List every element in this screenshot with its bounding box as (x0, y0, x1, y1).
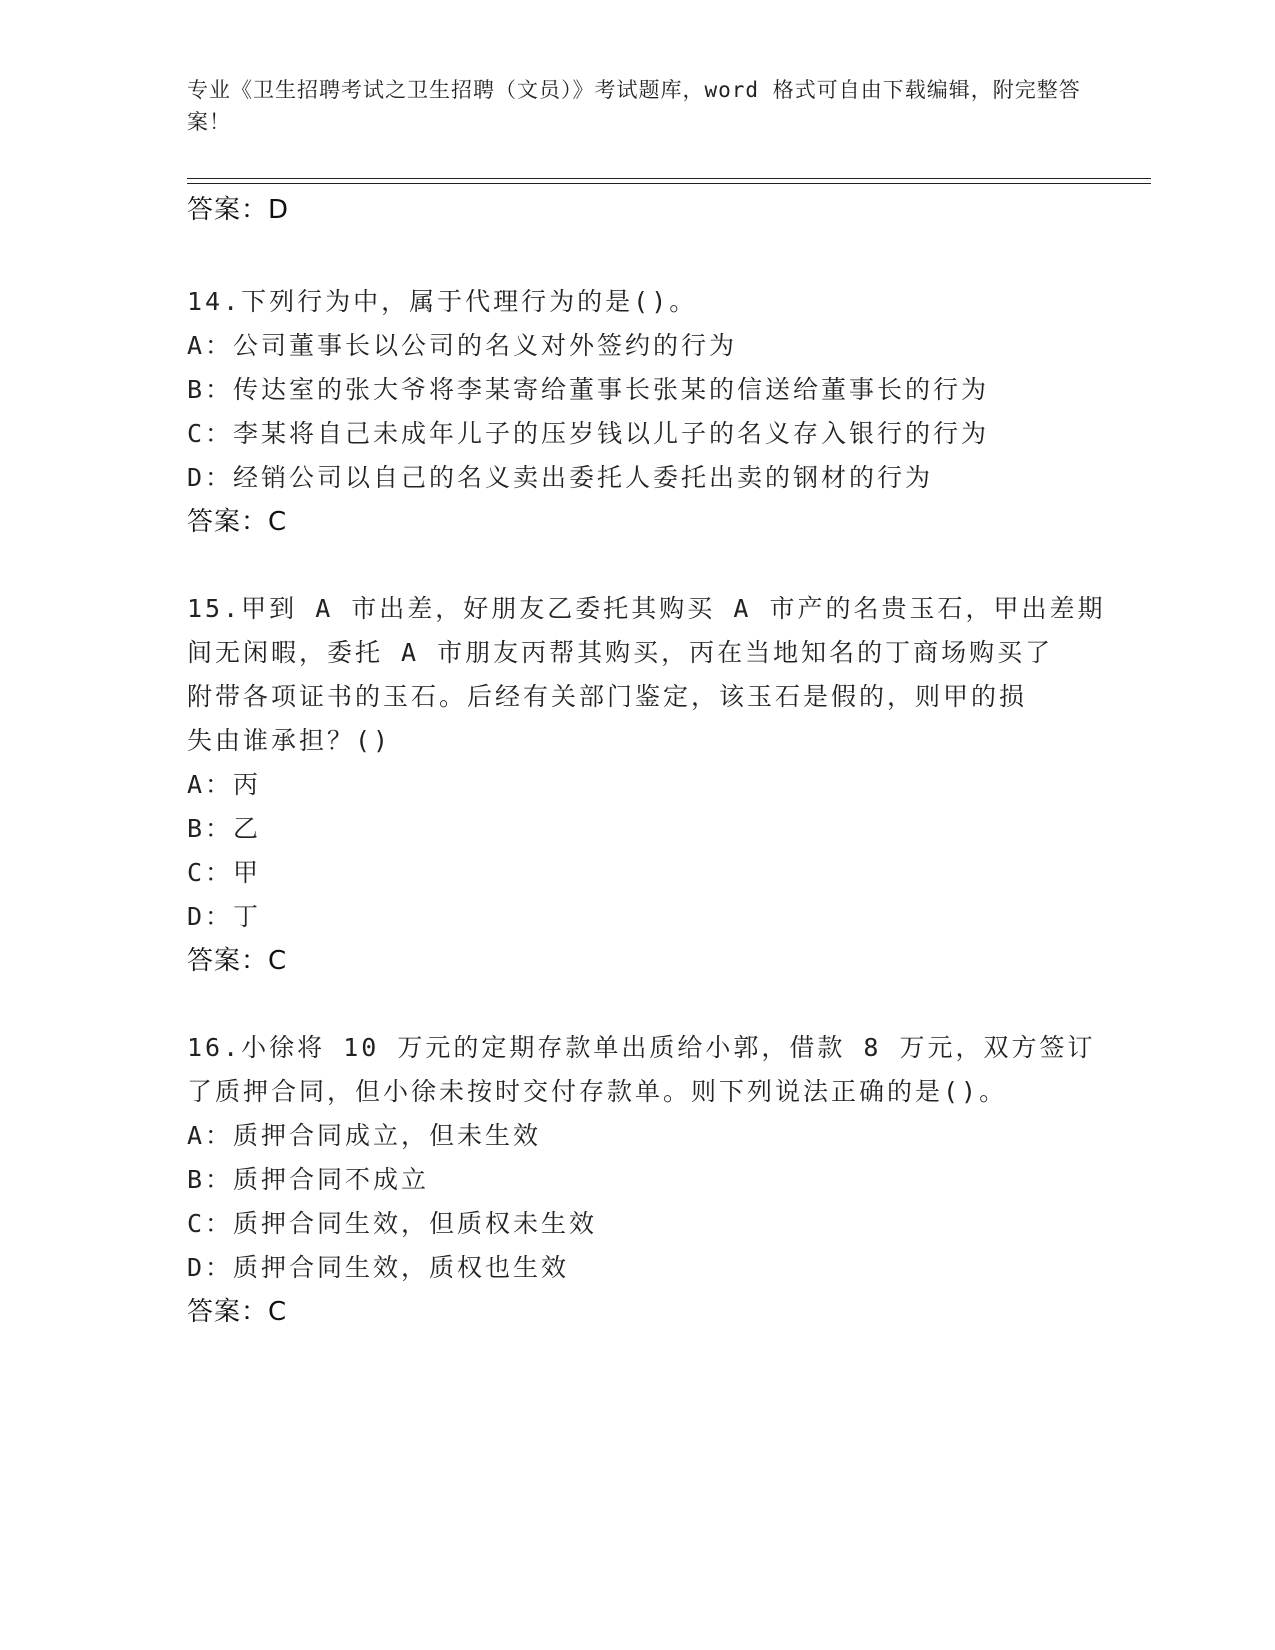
question-15-option-c: C：甲 (187, 858, 262, 887)
question-14-answer: 答案：C (187, 507, 288, 537)
question-15-stem-line-1: 15.甲到 A 市出差，好朋友乙委托其购买 A 市产的名贵玉石，甲出差期 (187, 594, 1106, 623)
question-14-option-c: C：李某将自己未成年儿子的压岁钱以儿子的名义存入银行的行为 (187, 419, 990, 448)
question-15-option-a: A：丙 (187, 770, 262, 799)
question-16-option-d: D：质押合同生效，质权也生效 (187, 1253, 570, 1282)
question-14-option-d: D：经销公司以自己的名义卖出委托人委托出卖的钢材的行为 (187, 463, 934, 492)
question-15-stem-line-4: 失由谁承担？() (187, 726, 392, 755)
question-16-option-c: C：质押合同生效，但质权未生效 (187, 1209, 598, 1238)
previous-answer: 答案：D (187, 195, 290, 225)
question-16-option-a: A：质押合同成立，但未生效 (187, 1121, 542, 1150)
question-15-stem-line-3: 附带各项证书的玉石。后经有关部门鉴定，该玉石是假的，则甲的损 (187, 682, 1028, 711)
question-15-option-d: D：丁 (187, 902, 262, 931)
question-15-stem-line-2: 间无闲暇，委托 A 市朋友丙帮其购买，丙在当地知名的丁商场购买了 (187, 638, 1054, 667)
question-15-option-b: B：乙 (187, 814, 262, 843)
question-14-option-a: A：公司董事长以公司的名义对外签约的行为 (187, 331, 738, 360)
question-16-stem-line-1: 16.小徐将 10 万元的定期存款单出质给小郭，借款 8 万元，双方签订 (187, 1033, 1096, 1062)
question-16-answer: 答案：C (187, 1297, 288, 1327)
document-header: 专业《卫生招聘考试之卫生招聘（文员）》考试题库，word 格式可自由下载编辑，附完整答案！ (187, 78, 1081, 134)
header-rule-bottom (187, 183, 1151, 184)
question-14-option-b: B：传达室的张大爷将李某寄给董事长张某的信送给董事长的行为 (187, 375, 990, 404)
header-rule-top (187, 178, 1151, 179)
question-15-answer: 答案：C (187, 946, 288, 976)
question-14-stem: 14.下列行为中，属于代理行为的是()。 (187, 287, 698, 316)
question-16-option-b: B：质押合同不成立 (187, 1165, 430, 1194)
question-16-stem-line-2: 了质押合同，但小徐未按时交付存款单。则下列说法正确的是()。 (187, 1077, 1008, 1106)
